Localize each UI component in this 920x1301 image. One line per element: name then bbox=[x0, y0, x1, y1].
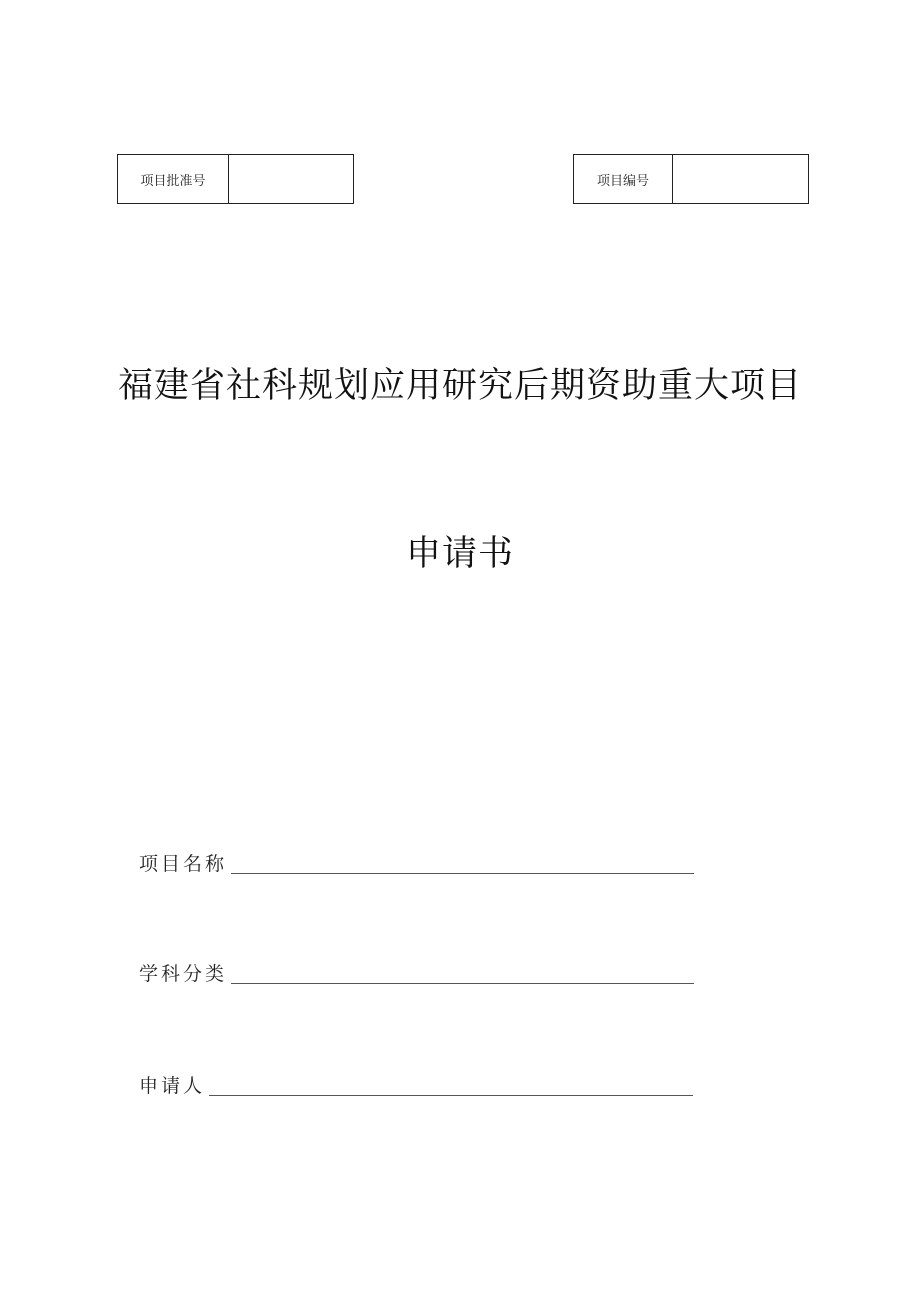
applicant-row bbox=[139, 1070, 693, 1098]
project-name-field[interactable] bbox=[231, 872, 694, 874]
approval-number-box bbox=[117, 154, 354, 204]
project-number-label: 项目编号 bbox=[574, 155, 673, 203]
approval-number-field[interactable] bbox=[229, 155, 353, 203]
document-subtitle: 申请书 bbox=[405, 534, 514, 574]
project-number-field[interactable] bbox=[673, 155, 808, 203]
approval-number-label: 项目批准号 bbox=[118, 155, 229, 203]
document-title: 福建省社科规划应用研究后期资助重大项目 bbox=[117, 366, 802, 406]
applicant-field[interactable] bbox=[209, 1094, 693, 1096]
discipline-label: 学科分类 bbox=[139, 963, 228, 985]
applicant-label: 申请人 bbox=[139, 1075, 206, 1097]
project-name-row bbox=[139, 848, 694, 876]
discipline-field[interactable] bbox=[231, 982, 694, 984]
discipline-row bbox=[139, 958, 694, 986]
project-number-box bbox=[573, 154, 809, 204]
project-name-label: 项目名称 bbox=[139, 853, 228, 875]
